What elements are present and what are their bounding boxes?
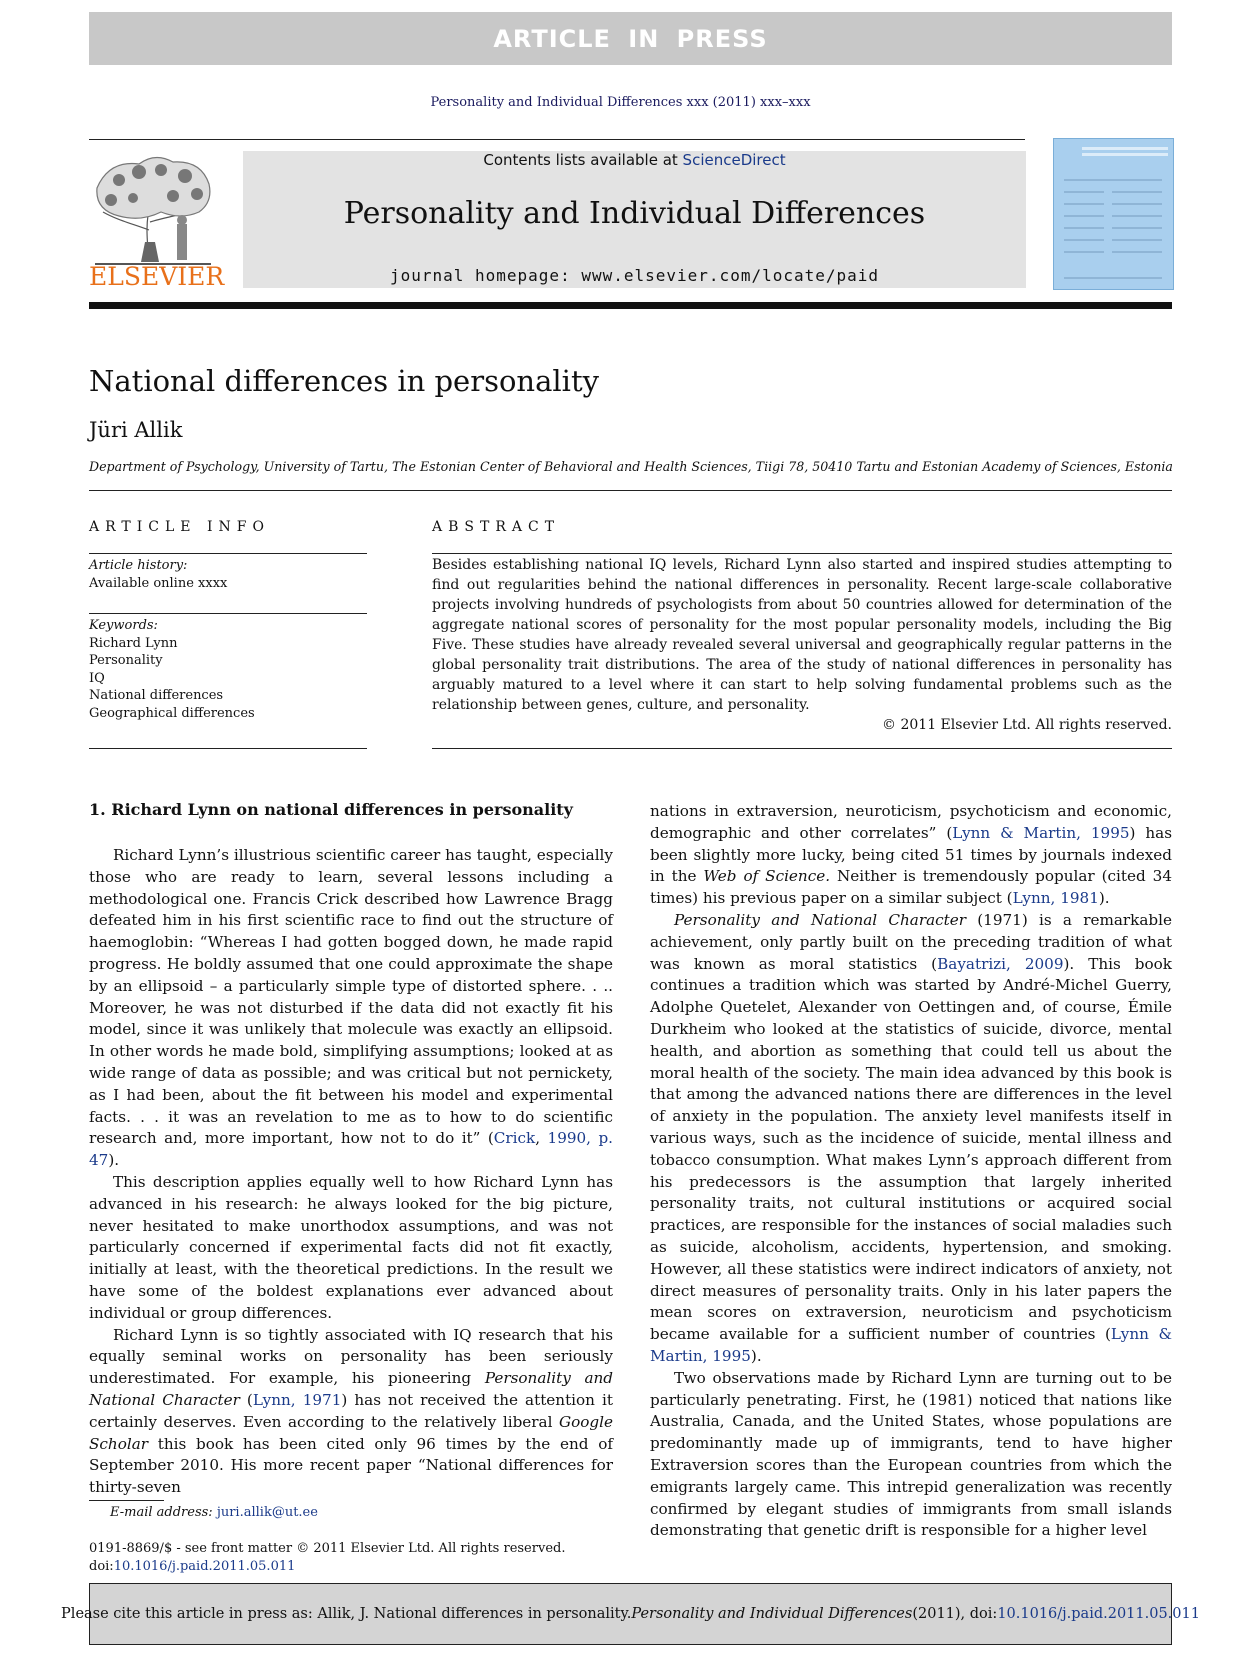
header-rule: [89, 139, 1025, 140]
journal-homepage[interactable]: journal homepage: www.elsevier.com/locate/paid: [389, 266, 880, 285]
book-title: Personality and National Character: [674, 910, 967, 929]
paragraph-text: ). This book continues a tradition which was started by André-Michel Guerry, Adolphe Quetelet, Alexander von Oettingen and, of course, Émile Durkheim who looked at the statistics of suicide, divorce, mental health, and abortion as something that could tell us about the moral health of the society. The main idea advanced by this book is that among the advanced nations there are differences in the level of anxiety in the population. The anxiety level manifests itself in various ways, such as the incidence of suicide, mental illness and tobacco consumption. What makes Lynn’s approach different from his predecessors is the assumption that largely inherited personality traits, not cultural institutions or acquired social practices, are responsible for the instances of social maladies such as suicide, alcoholism, accidents, hypertension, and smoking. However, all these statistics were indirect indicators of anxiety, not direct measures of personality traits. Only in his later papers the mean scores on extraversion, neuroticism and psychoticism became available for a sufficient number of countries (: [650, 954, 1172, 1344]
section-heading: 1. Richard Lynn on national differences in personality: [89, 800, 573, 819]
author-affiliation: Department of Psychology, University of Tartu, The Estonian Center of Behavioral and Health Sciences, Tiigi 78, 50410 Tartu and Estonian Academy of Sciences, Estonia: [89, 459, 1173, 474]
paragraph-text: ).: [108, 1151, 120, 1170]
email-link[interactable]: juri.allik@ut.ee: [216, 1505, 318, 1520]
paragraph-text: Richard Lynn’s illustrious scientific career has taught, especially those who are ready to learn, several lessons including a methodological one. Francis Crick described how Lawrence Bragg defeated him in his first scientific race to find out the structure of haemoglobin: “Whereas I had gotten bogged down, he made rapid progress. He boldly assumed that one could approximate the shape by an ellipsoid – a particularly simple type of distorted sphere. . .. Moreover, he was not disturbed if the data did not exactly fit his model, since it was unlikely that molecule was exactly an ellipsoid. In other words he made bold, simplifying assumptions; looked at as wide range of data as possible; and was critical but not pernickety, as I had been, about the fit between his model and experimental facts. . . it was an revelation to me as to how to do scientific research and, more important, how not to do it” (: [89, 846, 613, 1148]
doi-line: [89, 1558, 565, 1576]
body-paragraph: This description applies equally well to how Richard Lynn has advanced in his research: he always looked for the big picture, never hesitated to make unorthodox assumptions, and was not particularly concerned if experimental facts did not fit exactly, initially at least, with the theoretical predictions. In the result we have some of the boldest explanations ever advanced about individual or group differences.: [89, 1172, 613, 1322]
citation-link[interactable]: 1990, p. 47: [89, 1129, 614, 1170]
paragraph-text: Neither is tremendously popular (cited 34 times) his previous paper on a similar subject (: [650, 867, 1173, 908]
affiliation-rule: [89, 490, 1172, 491]
source-name: Google Scholar: [89, 1412, 613, 1453]
body-paragraph: [650, 801, 1172, 910]
article-in-press-banner: [89, 12, 1172, 65]
citation-link[interactable]: Lynn & Martin, 1995: [952, 823, 1130, 842]
history-value: Available online xxxx: [89, 575, 228, 591]
keyword-item: Personality: [89, 653, 163, 668]
article-in-press-label: ARTICLE IN PRESS: [493, 24, 768, 53]
header-thick-rule: [89, 302, 1172, 309]
body-paragraph: [89, 845, 613, 1172]
doi-link[interactable]: 10.1016/j.paid.2011.05.011: [113, 1559, 296, 1574]
contents-line: [243, 151, 1026, 169]
citation-text: (2011), doi:: [912, 1606, 998, 1622]
abstract-rule-top: [432, 553, 1172, 554]
paragraph-text: ,: [535, 1129, 548, 1148]
body-paragraph: [650, 910, 1172, 1368]
email-footnote: [110, 1505, 318, 1520]
body-left-column: [89, 845, 613, 1499]
doi-label: doi:: [89, 1559, 114, 1574]
history-rule: [89, 613, 367, 614]
publisher-wordmark: ELSEVIER: [89, 262, 225, 291]
keyword-item: Geographical differences: [89, 705, 255, 721]
issn-block: [89, 1540, 565, 1576]
journal-reference[interactable]: Personality and Individual Differences xxx (2011) xxx–xxx: [430, 95, 811, 110]
keywords-block: [89, 617, 367, 722]
keyword-item: IQ: [89, 670, 105, 686]
citation-doi-link[interactable]: 10.1016/j.paid.2011.05.011: [997, 1606, 1200, 1622]
body-paragraph: Two observations made by Richard Lynn are turning out to be particularly penetrating. First, he (1981) noticed that nations like Australia, Canada, and the United States, whose populations are predominantly made up of immigrants, tend to have higher Extraversion scores than the European countries from which the emigrants largely came. This intrepid generalization was recently confirmed by elegant studies of immigrants from small islands demonstrating that genetic drift is responsible for a higher level: [650, 1368, 1172, 1540]
paragraph-text: (1971) is a remarkable achievement, only partly built on the preceding tradition of what was known as moral statistics (: [650, 910, 1172, 973]
paragraph-text: Richard Lynn is so tightly associated with IQ research that his equally seminal works on personality has been seriously underestimated. For example, his pioneering: [89, 1325, 613, 1388]
article-info-heading: ARTICLE INFO: [89, 519, 270, 535]
body-right-column: [650, 801, 1172, 1542]
keyword-item: Richard Lynn: [89, 635, 178, 651]
paragraph-text: this book has been cited only 96 times by the end of September 2010. His more recent paper “National differences for thirty-seven: [89, 1434, 613, 1497]
citation-link[interactable]: Lynn, 1971: [252, 1390, 342, 1409]
footnote-rule: [89, 1500, 164, 1501]
article-title: National differences in personality: [89, 364, 599, 398]
paragraph-text: ) has not received the attention it certainly deserves. Even according to the relatively liberal: [89, 1390, 613, 1431]
citation-journal: Personality and Individual Differences: [631, 1606, 913, 1622]
abstract-text: Besides establishing national IQ levels, Richard Lynn also started and inspired studies attempting to find out regularities behind the national differences in personality. Recent large-scale collaborative projects involving hundreds of psychologists from about 50 countries allowed for determination of the aggregate national scores of personality for the most popular personality models, including the Big Five. These studies have already revealed several universal and geographically regular patterns in the global personality trait distributions. The area of the study of national differences in personality has arguably matured to a level where it can start to help solving fundamental problems such as the relationship between genes, culture, and personality.: [432, 557, 1172, 713]
email-label: E-mail address:: [110, 1505, 217, 1520]
abstract-copyright: © 2011 Elsevier Ltd. All rights reserved.: [882, 717, 1172, 733]
author-name: Jüri Allik: [89, 418, 183, 442]
citation-box: [61, 1583, 1200, 1645]
keywords-rule: [89, 748, 367, 749]
citation-link[interactable]: Lynn & Martin, 1995: [650, 1325, 1173, 1365]
article-info-rule: [89, 553, 367, 554]
paragraph-text: ).: [1098, 889, 1110, 908]
citation-link[interactable]: Lynn, 1981: [1012, 889, 1099, 908]
journal-title: Personality and Individual Differences: [343, 196, 926, 231]
citation-text: Please cite this article in press as: Allik, J. National differences in personality.: [61, 1606, 632, 1622]
history-label: Article history:: [89, 558, 188, 573]
keywords-label: Keywords:: [89, 618, 158, 633]
paragraph-text: (: [239, 1390, 253, 1409]
book-title: Personality and National Character: [89, 1369, 614, 1409]
abstract-rule-bottom: [432, 748, 1172, 749]
sciencedirect-link[interactable]: ScienceDirect: [682, 151, 786, 169]
paragraph-text: ) has been slightly more lucky, being cited 51 times by journals indexed in the: [650, 823, 1172, 886]
paragraph-text: nations in extraversion, neuroticism, psychoticism and economic, demographic and other correlates” (: [650, 802, 1172, 842]
citation-link[interactable]: Bayatrizi, 2009: [937, 954, 1064, 973]
journal-cover-thumbnail: [1053, 138, 1174, 290]
body-paragraph: [89, 1325, 613, 1499]
citation-link[interactable]: Crick: [493, 1129, 536, 1148]
paragraph-text: ).: [750, 1346, 762, 1365]
source-name: Web of Science.: [703, 867, 831, 886]
abstract-heading: ABSTRACT: [432, 519, 561, 535]
article-history: [89, 557, 367, 592]
contents-prefix: Contents lists available at: [483, 151, 683, 169]
keyword-item: National differences: [89, 688, 224, 703]
issn-line: 0191-8869/$ - see front matter © 2011 Elsevier Ltd. All rights reserved.: [89, 1541, 566, 1556]
